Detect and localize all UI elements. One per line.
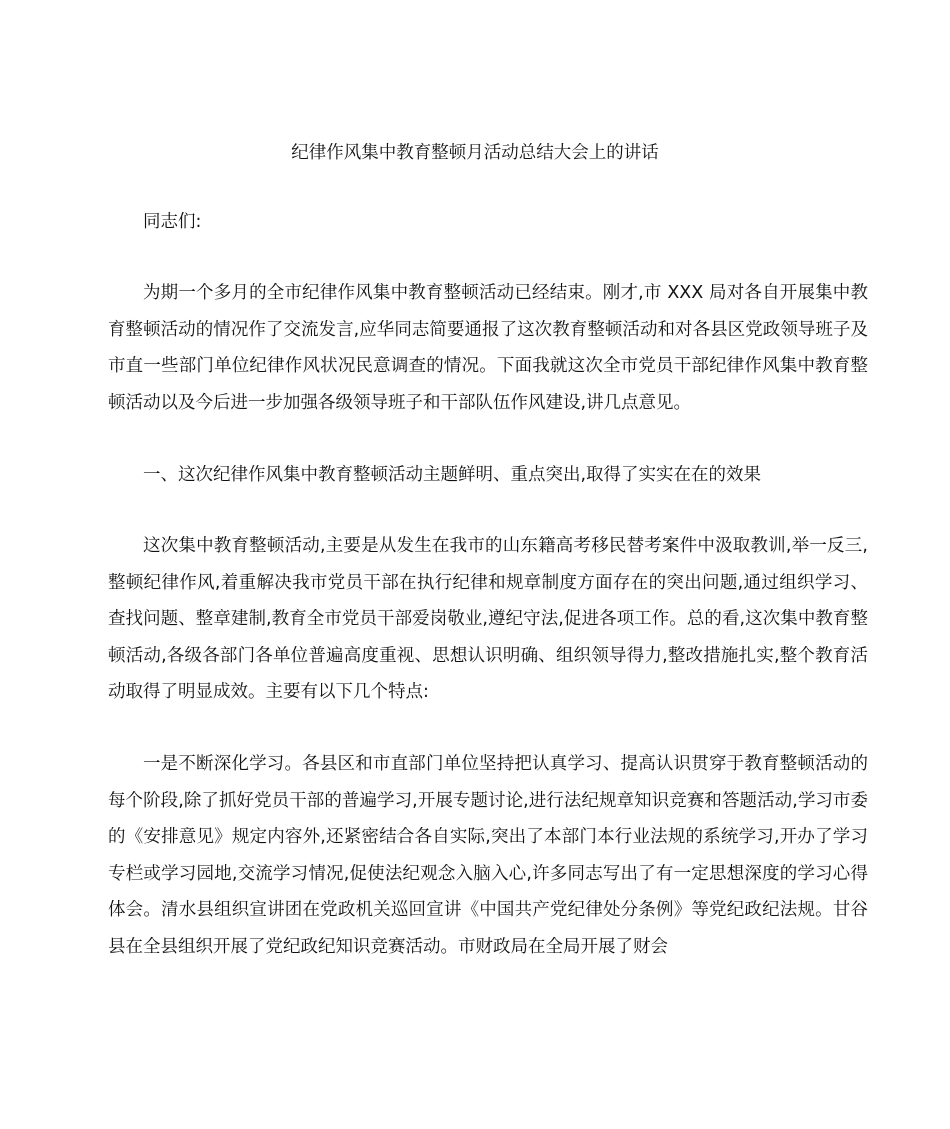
paragraph-feature-1: 一是不断深化学习。各县区和市直部门单位坚持把认真学习、提高认识贯穿于教育整顿活动的每个阶段,除了抓好党员干部的普遍学习,开展专题讨论,进行法纪规章知识竞赛和答题活动,学习市委的《安排意见》规定内容外,还紧密结合各自实际,突出了本部门本行业法规的系统学习,开办了学习专栏或学习园地,交流学习情况,促使法纪观念入脑入心,许多同志写出了有一定思想深度的学习心得体会。清水县组织宣讲团在党政机关巡回宣讲《中国共产党纪律处分条例》等党纪政纪法规。甘谷县在全县组织开展了党纪政纪知识竞赛活动。市财政局在全局开展了财会 xyxy=(108,754,868,957)
paragraph-section-1: 这次集中教育整顿活动,主要是从发生在我市的山东籍高考移民替考案件中汲取教训,举一反三,整顿纪律作风,着重解决我市党员干部在执行纪律和规章制度方面存在的突出问题,通过组织学习、查找问题、整章建制,教育全市党员干部爱岗敬业,遵纪守法,促进各项工作。总的看,这次集中教育整顿活动,各级各部门各单位普遍高度重视、思想认识明确、组织领导得力,整改措施扎实,整个教育活动取得了明显成效。主要有以下几个特点: xyxy=(108,536,868,702)
section-heading-1: 一、这次纪律作风集中教育整顿活动主题鲜明、重点突出,取得了实实在在的效果 xyxy=(143,465,762,485)
document-title: 纪律作风集中教育整顿月活动总结大会上的讲话 xyxy=(291,143,659,163)
salutation: 同志们: xyxy=(143,212,202,232)
paragraph-intro: 为期一个多月的全市纪律作风集中教育整顿活动已经结束。刚才,市 XXX 局对各自开展集中教育整顿活动的情况作了交流发言,应华同志简要通报了这次教育整顿活动和对各县区党政领导班子及市直一些部门单位纪律作风状况民意调查的情况。下面我就这次全市党员干部纪律作风集中教育整顿活动以及今后进一步加强各级领导班子和干部队伍作风建设,讲几点意见。 xyxy=(108,283,868,413)
